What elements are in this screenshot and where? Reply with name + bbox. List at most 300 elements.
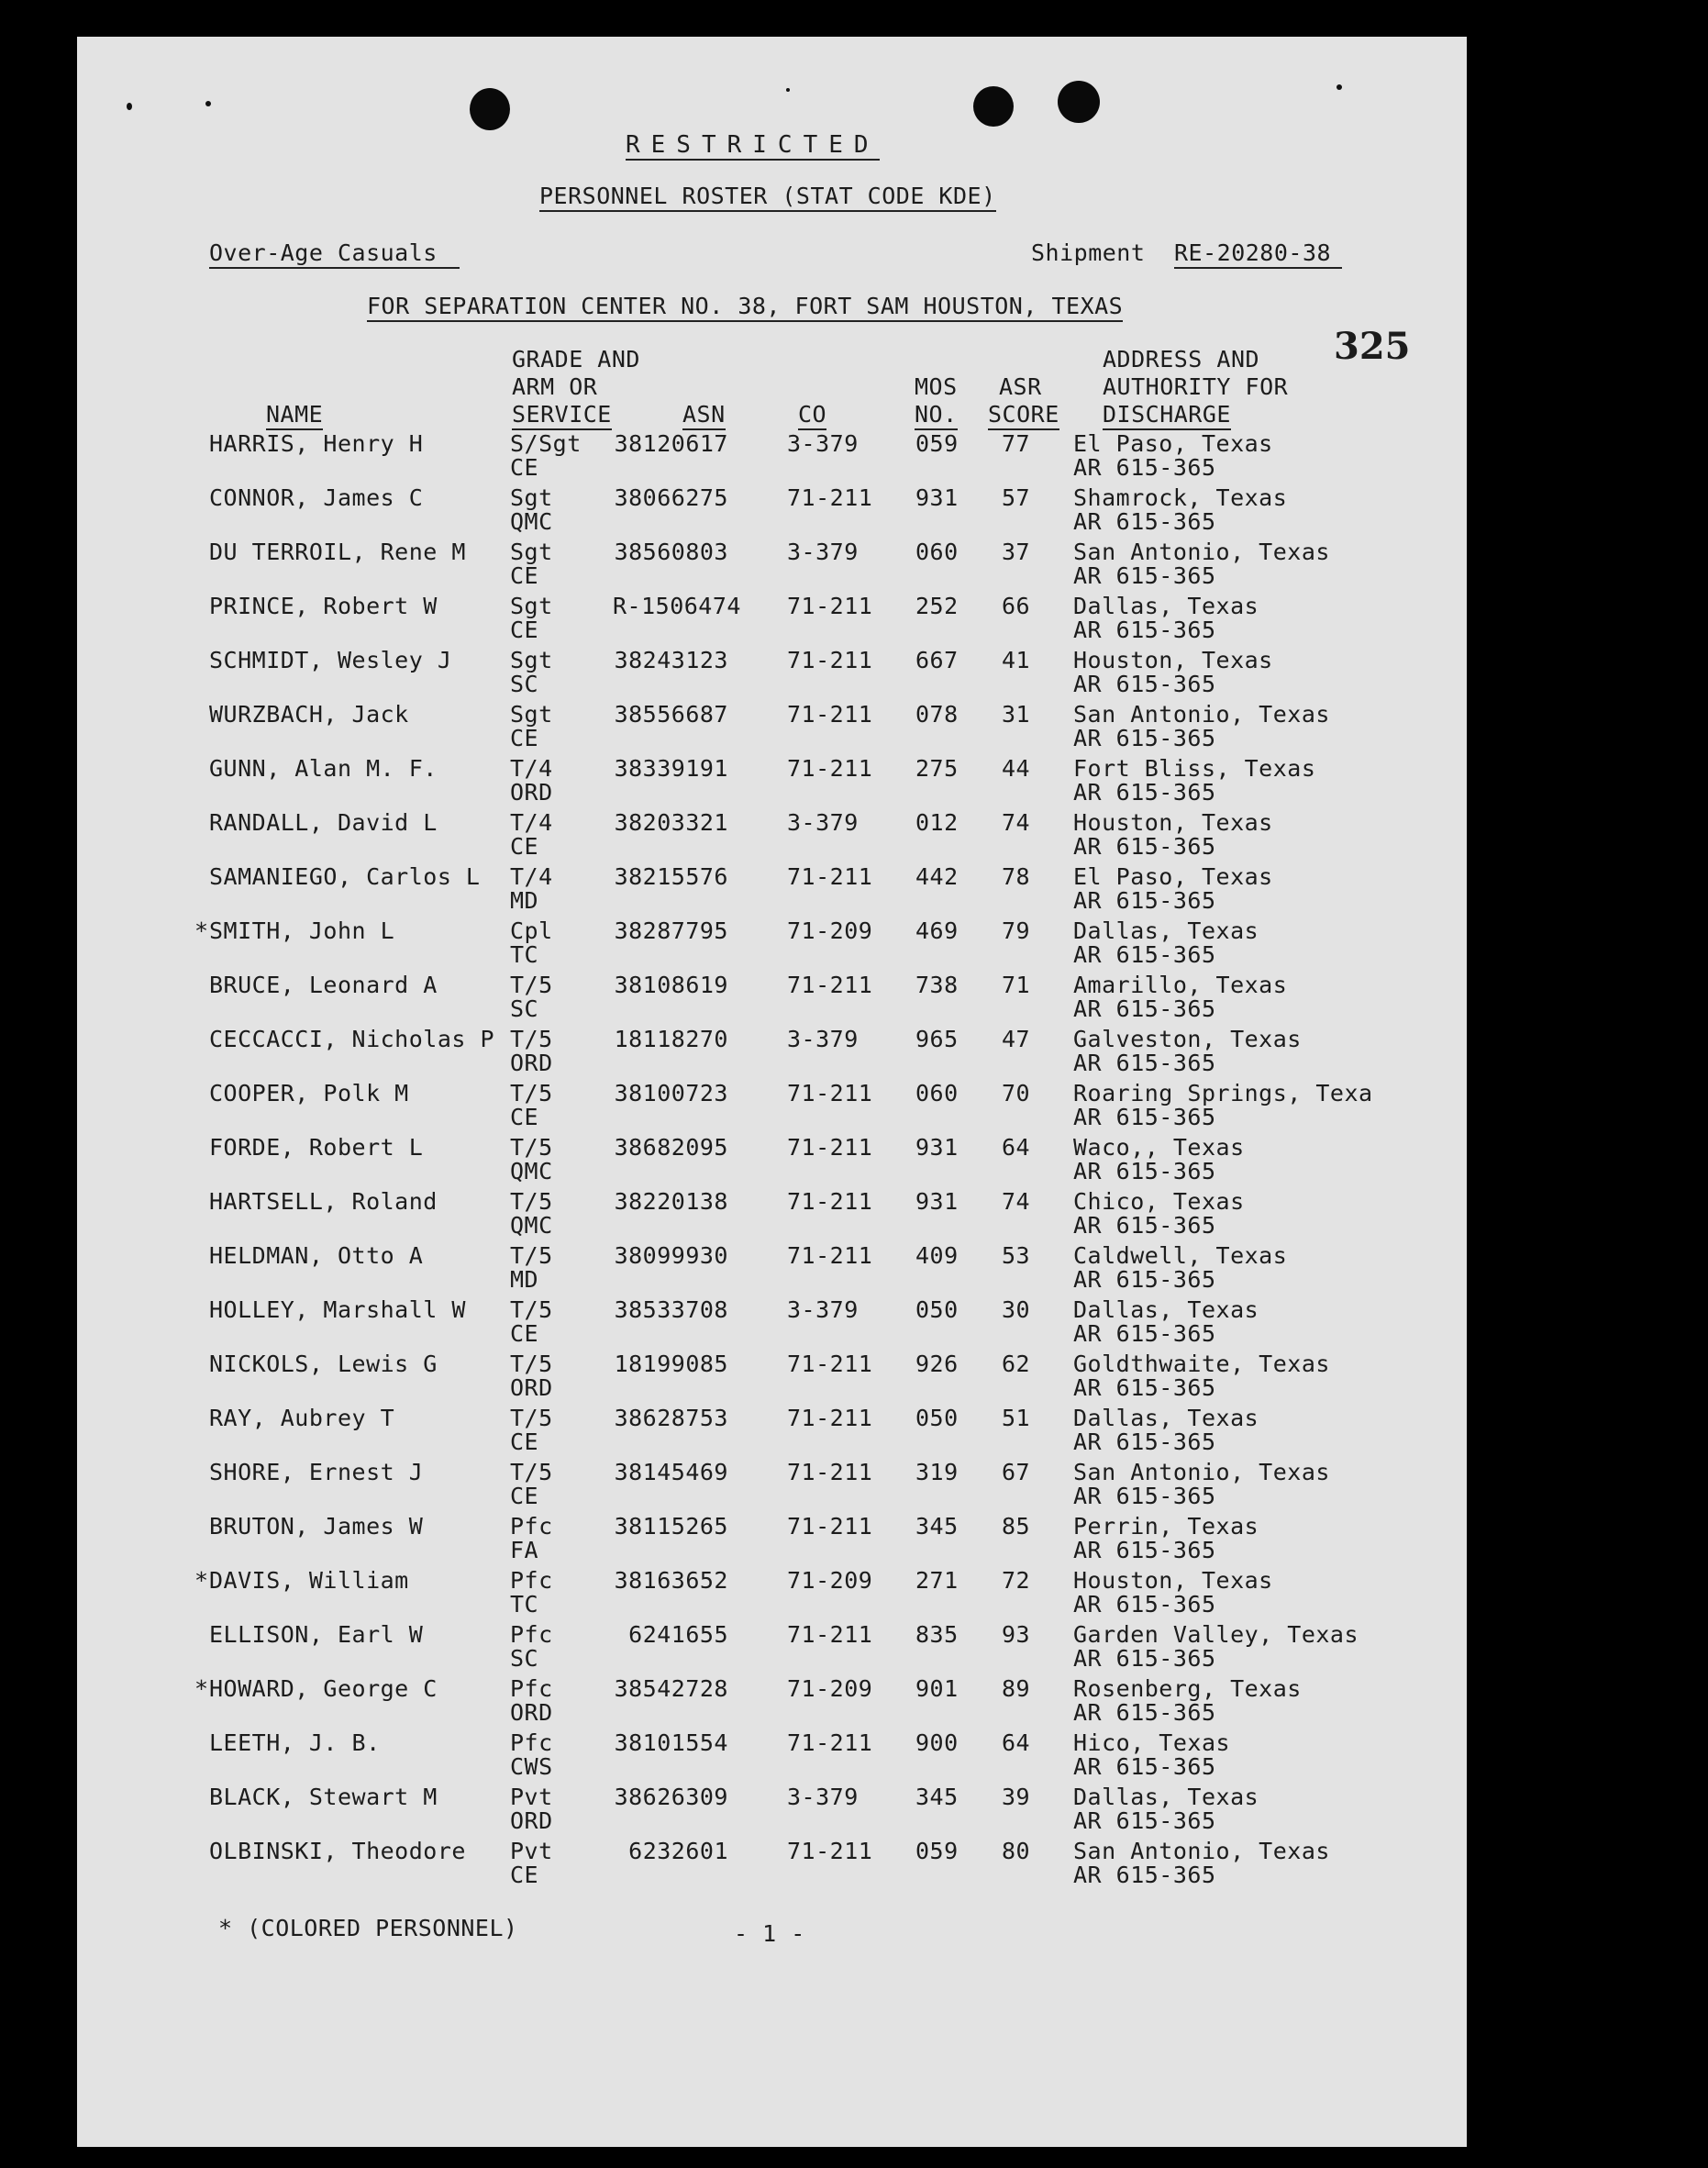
cell-mos: 060 [915, 539, 959, 565]
ink-speck [205, 101, 211, 106]
cell-grade: Sgt [510, 701, 553, 728]
cell-asn: 38101554 [614, 1729, 728, 1756]
cell-asr: 80 [1002, 1838, 1031, 1864]
cell-asr: 53 [1002, 1242, 1031, 1269]
shipment-number: RE-20280-38 [1174, 240, 1342, 269]
footnote: * (COLORED PERSONNEL) [218, 1915, 518, 1941]
cell-address: Roaring Springs, Texa [1073, 1080, 1373, 1106]
cell-authority: AR 615-365 [1073, 1483, 1216, 1509]
cell-name: SHORE, Ernest J [209, 1459, 424, 1485]
cell-arm: ORD [510, 1374, 553, 1401]
cell-address: Shamrock, Texas [1073, 484, 1288, 511]
table-row [77, 1297, 1467, 1351]
table-row [77, 702, 1467, 756]
cell-asn: 38628753 [614, 1405, 728, 1431]
cell-co: 71-211 [787, 863, 873, 890]
cell-asr: 31 [1002, 701, 1031, 728]
cell-asn: 38108619 [614, 972, 728, 998]
cell-co: 71-209 [787, 917, 873, 944]
cell-arm: SC [510, 995, 539, 1022]
table-row [77, 864, 1467, 918]
cell-arm: ORD [510, 1050, 553, 1076]
cell-asn: 38560803 [614, 539, 728, 565]
cell-arm: CE [510, 1862, 539, 1888]
cell-asr: 71 [1002, 972, 1031, 998]
cell-arm: CWS [510, 1753, 553, 1780]
cell-mos: 931 [915, 1134, 959, 1161]
table-row [77, 1676, 1467, 1730]
cell-grade: Pfc [510, 1621, 553, 1648]
cell-arm: CE [510, 562, 539, 589]
ink-speck [127, 103, 132, 110]
cell-co: 3-379 [787, 1026, 859, 1052]
cell-asr: 78 [1002, 863, 1031, 890]
table-row [77, 1460, 1467, 1514]
roster-page [77, 37, 1467, 2147]
table-row [77, 756, 1467, 810]
cell-mos: 926 [915, 1351, 959, 1377]
cell-name: BRUCE, Leonard A [209, 972, 438, 998]
cell-co: 71-211 [787, 1459, 873, 1485]
cell-authority: AR 615-365 [1073, 833, 1216, 860]
cell-name: RANDALL, David L [209, 809, 438, 836]
cell-address: San Antonio, Texas [1073, 539, 1330, 565]
cell-authority: AR 615-365 [1073, 1429, 1216, 1455]
cell-authority: AR 615-365 [1073, 1591, 1216, 1618]
cell-co: 71-211 [787, 1513, 873, 1540]
cell-authority: AR 615-365 [1073, 995, 1216, 1022]
ink-speck [786, 88, 790, 92]
page-stamp: 325 [1334, 325, 1411, 368]
cell-co: 71-211 [787, 1838, 873, 1864]
cell-address: Waco,, Texas [1073, 1134, 1245, 1161]
cell-co: 71-211 [787, 972, 873, 998]
cell-co: 71-211 [787, 1729, 873, 1756]
cell-name: BLACK, Stewart M [209, 1784, 438, 1810]
cell-asn: 38339191 [614, 755, 728, 782]
cell-name: HARRIS, Henry H [209, 430, 424, 457]
cell-arm: QMC [510, 1158, 553, 1184]
cell-asn: 38243123 [614, 647, 728, 673]
cell-arm: CE [510, 1320, 539, 1347]
cell-mos: 901 [915, 1675, 959, 1702]
cell-name: SMITH, John L [209, 917, 395, 944]
cell-asr: 74 [1002, 1188, 1031, 1215]
cell-grade: T/5 [510, 1026, 553, 1052]
cell-co: 71-211 [787, 484, 873, 511]
cell-arm: FA [510, 1537, 539, 1563]
shipment-label: Shipment [1031, 239, 1146, 266]
col-grade-line3: SERVICE [512, 402, 612, 430]
cell-arm: SC [510, 1645, 539, 1672]
cell-name: WURZBACH, Jack [209, 701, 409, 728]
cell-mos: 442 [915, 863, 959, 890]
cell-grade: T/4 [510, 755, 553, 782]
cell-asr: 79 [1002, 917, 1031, 944]
cell-address: El Paso, Texas [1073, 430, 1273, 457]
cell-co: 71-211 [787, 1621, 873, 1648]
cell-name: BRUTON, James W [209, 1513, 424, 1540]
cell-asn: 38215576 [614, 863, 728, 890]
cell-co: 71-211 [787, 1405, 873, 1431]
cell-address: Dallas, Texas [1073, 593, 1259, 619]
cell-asn: 38203321 [614, 809, 728, 836]
cell-asn: 38066275 [614, 484, 728, 511]
cell-asr: 93 [1002, 1621, 1031, 1648]
colored-marker: * [194, 917, 209, 944]
cell-name: ELLISON, Earl W [209, 1621, 424, 1648]
ink-speck [1336, 84, 1342, 90]
cell-asn: 38556687 [614, 701, 728, 728]
cell-address: Dallas, Texas [1073, 1296, 1259, 1323]
cell-authority: AR 615-365 [1073, 671, 1216, 697]
col-address-line3: DISCHARGE [1103, 402, 1231, 430]
cell-authority: AR 615-365 [1073, 941, 1216, 968]
cell-asn: 38163652 [614, 1567, 728, 1594]
cell-arm: CE [510, 617, 539, 643]
roster-title: PERSONNEL ROSTER (STAT CODE KDE) [539, 183, 996, 212]
cell-address: Amarillo, Texas [1073, 972, 1288, 998]
cell-authority: AR 615-365 [1073, 1807, 1216, 1834]
cell-authority: AR 615-365 [1073, 1266, 1216, 1293]
cell-asr: 37 [1002, 539, 1031, 565]
cell-mos: 900 [915, 1729, 959, 1756]
cell-co: 71-211 [787, 1188, 873, 1215]
cell-grade: Pvt [510, 1838, 553, 1864]
cell-name: HOLLEY, Marshall W [209, 1296, 466, 1323]
cell-name: PRINCE, Robert W [209, 593, 438, 619]
col-name: NAME [266, 402, 323, 430]
cell-address: San Antonio, Texas [1073, 1838, 1330, 1864]
cell-mos: 050 [915, 1405, 959, 1431]
cell-arm: CE [510, 1429, 539, 1455]
cell-name: RAY, Aubrey T [209, 1405, 395, 1431]
cell-grade: T/5 [510, 1242, 553, 1269]
cell-mos: 050 [915, 1296, 959, 1323]
cell-address: El Paso, Texas [1073, 863, 1273, 890]
cell-arm: SC [510, 671, 539, 697]
colored-marker: * [194, 1567, 209, 1594]
cell-authority: AR 615-365 [1073, 1050, 1216, 1076]
cell-grade: T/4 [510, 863, 553, 890]
cell-asn: 38542728 [614, 1675, 728, 1702]
col-mos-line1: MOS [915, 373, 958, 400]
cell-mos: 319 [915, 1459, 959, 1485]
cell-name: GUNN, Alan M. F. [209, 755, 438, 782]
cell-asn: 38533708 [614, 1296, 728, 1323]
destination-line: FOR SEPARATION CENTER NO. 38, FORT SAM HOUSTON, TEXAS [367, 294, 1123, 322]
cell-asr: 30 [1002, 1296, 1031, 1323]
cell-authority: AR 615-365 [1073, 887, 1216, 914]
cell-address: Houston, Texas [1073, 1567, 1273, 1594]
col-mos-line2: NO. [915, 402, 958, 430]
cell-authority: AR 615-365 [1073, 1537, 1216, 1563]
cell-mos: 252 [915, 593, 959, 619]
cell-asn: 38099930 [614, 1242, 728, 1269]
cell-co: 71-209 [787, 1567, 873, 1594]
cell-asn: 38115265 [614, 1513, 728, 1540]
cell-mos: 012 [915, 809, 959, 836]
col-grade-line1: GRADE AND [512, 346, 640, 372]
cell-authority: AR 615-365 [1073, 1104, 1216, 1130]
cell-authority: AR 615-365 [1073, 454, 1216, 481]
cell-mos: 469 [915, 917, 959, 944]
cell-name: HARTSELL, Roland [209, 1188, 438, 1215]
classification-heading: RESTRICTED [626, 131, 880, 159]
cell-address: Fort Bliss, Texas [1073, 755, 1316, 782]
cell-grade: T/5 [510, 1405, 553, 1431]
cell-address: Dallas, Texas [1073, 1784, 1259, 1810]
cell-address: Hico, Texas [1073, 1729, 1231, 1756]
table-row [77, 1622, 1467, 1676]
table-row [77, 1784, 1467, 1839]
cell-co: 71-211 [787, 1242, 873, 1269]
cell-mos: 060 [915, 1080, 959, 1106]
cell-name: COOPER, Polk M [209, 1080, 409, 1106]
cell-asr: 67 [1002, 1459, 1031, 1485]
cell-address: Caldwell, Texas [1073, 1242, 1288, 1269]
cell-mos: 409 [915, 1242, 959, 1269]
table-row [77, 1730, 1467, 1784]
cell-grade: T/5 [510, 1459, 553, 1485]
cell-name: LEETH, J. B. [209, 1729, 381, 1756]
group-label: Over-Age Casuals [209, 240, 460, 269]
cell-authority: AR 615-365 [1073, 1320, 1216, 1347]
table-row [77, 973, 1467, 1027]
table-row [77, 539, 1467, 594]
cell-mos: 275 [915, 755, 959, 782]
cell-name: OLBINSKI, Theodore [209, 1838, 466, 1864]
cell-mos: 965 [915, 1026, 959, 1052]
cell-authority: AR 615-365 [1073, 508, 1216, 535]
cell-grade: Sgt [510, 593, 553, 619]
cell-asr: 51 [1002, 1405, 1031, 1431]
cell-asn: 38120617 [614, 430, 728, 457]
cell-arm: QMC [510, 508, 553, 535]
cell-address: Garden Valley, Texas [1073, 1621, 1359, 1648]
cell-asn: 6241655 [628, 1621, 728, 1648]
cell-name: SAMANIEGO, Carlos L [209, 863, 481, 890]
cell-grade: Pfc [510, 1729, 553, 1756]
cell-authority: AR 615-365 [1073, 1862, 1216, 1888]
cell-arm: TC [510, 941, 539, 968]
table-row [77, 485, 1467, 539]
cell-co: 3-379 [787, 1296, 859, 1323]
cell-grade: S/Sgt [510, 430, 582, 457]
cell-grade: Pfc [510, 1567, 553, 1594]
cell-grade: T/5 [510, 1296, 553, 1323]
cell-address: Houston, Texas [1073, 647, 1273, 673]
cell-grade: Sgt [510, 539, 553, 565]
cell-mos: 667 [915, 647, 959, 673]
cell-address: Galveston, Texas [1073, 1026, 1302, 1052]
cell-grade: T/4 [510, 809, 553, 836]
table-row [77, 1406, 1467, 1460]
table-row [77, 1081, 1467, 1135]
table-row [77, 1135, 1467, 1189]
cell-asn: 38682095 [614, 1134, 728, 1161]
cell-authority: AR 615-365 [1073, 1212, 1216, 1239]
cell-co: 71-211 [787, 593, 873, 619]
cell-mos: 835 [915, 1621, 959, 1648]
cell-asr: 89 [1002, 1675, 1031, 1702]
table-row [77, 1351, 1467, 1406]
cell-mos: 345 [915, 1513, 959, 1540]
cell-mos: 931 [915, 484, 959, 511]
table-row [77, 1568, 1467, 1622]
cell-authority: AR 615-365 [1073, 1374, 1216, 1401]
cell-name: SCHMIDT, Wesley J [209, 647, 452, 673]
col-grade-line2: ARM OR [512, 373, 598, 400]
cell-name: NICKOLS, Lewis G [209, 1351, 438, 1377]
cell-co: 3-379 [787, 1784, 859, 1810]
cell-arm: MD [510, 887, 539, 914]
cell-asr: 39 [1002, 1784, 1031, 1810]
cell-co: 71-211 [787, 1351, 873, 1377]
cell-arm: CE [510, 1104, 539, 1130]
table-row [77, 1514, 1467, 1568]
binder-hole-center [973, 86, 1014, 127]
cell-authority: AR 615-365 [1073, 1753, 1216, 1780]
table-row [77, 918, 1467, 973]
col-asr-line2: SCORE [988, 402, 1059, 430]
cell-arm: ORD [510, 779, 553, 806]
col-asn: ASN [682, 402, 726, 430]
cell-asn: 38626309 [614, 1784, 728, 1810]
cell-asr: 57 [1002, 484, 1031, 511]
cell-name: CONNOR, James C [209, 484, 424, 511]
cell-address: Perrin, Texas [1073, 1513, 1259, 1540]
table-row [77, 1189, 1467, 1243]
cell-asn: 18199085 [614, 1351, 728, 1377]
cell-asr: 47 [1002, 1026, 1031, 1052]
table-row [77, 1839, 1467, 1893]
cell-address: Dallas, Texas [1073, 1405, 1259, 1431]
cell-arm: QMC [510, 1212, 553, 1239]
cell-asn: 38100723 [614, 1080, 728, 1106]
cell-arm: CE [510, 1483, 539, 1509]
cell-asr: 62 [1002, 1351, 1031, 1377]
cell-name: DAVIS, William [209, 1567, 409, 1594]
table-row [77, 431, 1467, 485]
cell-grade: Pvt [510, 1784, 553, 1810]
cell-arm: ORD [510, 1699, 553, 1726]
binder-hole-right [1058, 81, 1100, 123]
cell-grade: T/5 [510, 1134, 553, 1161]
cell-co: 3-379 [787, 539, 859, 565]
cell-asn: R-1506474 [613, 593, 741, 619]
cell-grade: Sgt [510, 647, 553, 673]
cell-co: 71-211 [787, 755, 873, 782]
cell-mos: 345 [915, 1784, 959, 1810]
col-co: CO [798, 402, 826, 430]
cell-asn: 38220138 [614, 1188, 728, 1215]
col-address-line1: ADDRESS AND [1103, 346, 1260, 372]
cell-grade: T/5 [510, 1080, 553, 1106]
cell-arm: CE [510, 725, 539, 751]
table-row [77, 648, 1467, 702]
table-row [77, 1027, 1467, 1081]
cell-asr: 44 [1002, 755, 1031, 782]
cell-address: Houston, Texas [1073, 809, 1273, 836]
cell-asr: 74 [1002, 809, 1031, 836]
cell-name: CECCACCI, Nicholas P [209, 1026, 495, 1052]
cell-co: 71-211 [787, 1080, 873, 1106]
cell-grade: T/5 [510, 1188, 553, 1215]
cell-asr: 72 [1002, 1567, 1031, 1594]
table-row [77, 594, 1467, 648]
cell-asr: 85 [1002, 1513, 1031, 1540]
cell-authority: AR 615-365 [1073, 779, 1216, 806]
cell-asr: 41 [1002, 647, 1031, 673]
cell-arm: CE [510, 833, 539, 860]
binder-hole-left [470, 88, 510, 130]
col-asr-line1: ASR [999, 373, 1042, 400]
cell-address: Dallas, Texas [1073, 917, 1259, 944]
cell-asn: 38287795 [614, 917, 728, 944]
cell-address: Rosenberg, Texas [1073, 1675, 1302, 1702]
cell-grade: Pfc [510, 1513, 553, 1540]
cell-mos: 271 [915, 1567, 959, 1594]
cell-arm: ORD [510, 1807, 553, 1834]
cell-address: Chico, Texas [1073, 1188, 1245, 1215]
cell-address: San Antonio, Texas [1073, 1459, 1330, 1485]
colored-marker: * [194, 1675, 209, 1702]
cell-co: 71-211 [787, 701, 873, 728]
cell-name: FORDE, Robert L [209, 1134, 424, 1161]
cell-arm: TC [510, 1591, 539, 1618]
cell-grade: T/5 [510, 972, 553, 998]
cell-mos: 059 [915, 1838, 959, 1864]
cell-asr: 64 [1002, 1134, 1031, 1161]
cell-grade: Sgt [510, 484, 553, 511]
cell-name: DU TERROIL, Rene M [209, 539, 466, 565]
cell-arm: MD [510, 1266, 539, 1293]
cell-co: 3-379 [787, 430, 859, 457]
cell-co: 71-211 [787, 647, 873, 673]
col-address-line2: AUTHORITY FOR [1103, 373, 1289, 400]
cell-asr: 66 [1002, 593, 1031, 619]
cell-address: Goldthwaite, Texas [1073, 1351, 1330, 1377]
cell-arm: CE [510, 454, 539, 481]
cell-authority: AR 615-365 [1073, 617, 1216, 643]
cell-name: HELDMAN, Otto A [209, 1242, 424, 1269]
cell-authority: AR 615-365 [1073, 1158, 1216, 1184]
cell-co: 71-211 [787, 1134, 873, 1161]
cell-asn: 18118270 [614, 1026, 728, 1052]
cell-asr: 77 [1002, 430, 1031, 457]
cell-authority: AR 615-365 [1073, 725, 1216, 751]
cell-asr: 70 [1002, 1080, 1031, 1106]
cell-grade: T/5 [510, 1351, 553, 1377]
cell-asr: 64 [1002, 1729, 1031, 1756]
cell-asn: 6232601 [628, 1838, 728, 1864]
cell-mos: 931 [915, 1188, 959, 1215]
cell-co: 71-209 [787, 1675, 873, 1702]
cell-authority: AR 615-365 [1073, 1699, 1216, 1726]
cell-mos: 738 [915, 972, 959, 998]
cell-co: 3-379 [787, 809, 859, 836]
table-row [77, 1243, 1467, 1297]
cell-grade: Pfc [510, 1675, 553, 1702]
cell-address: San Antonio, Texas [1073, 701, 1330, 728]
cell-asn: 38145469 [614, 1459, 728, 1485]
cell-mos: 078 [915, 701, 959, 728]
cell-authority: AR 615-365 [1073, 562, 1216, 589]
cell-mos: 059 [915, 430, 959, 457]
cell-authority: AR 615-365 [1073, 1645, 1216, 1672]
page-number: - 1 - [734, 1920, 805, 1947]
